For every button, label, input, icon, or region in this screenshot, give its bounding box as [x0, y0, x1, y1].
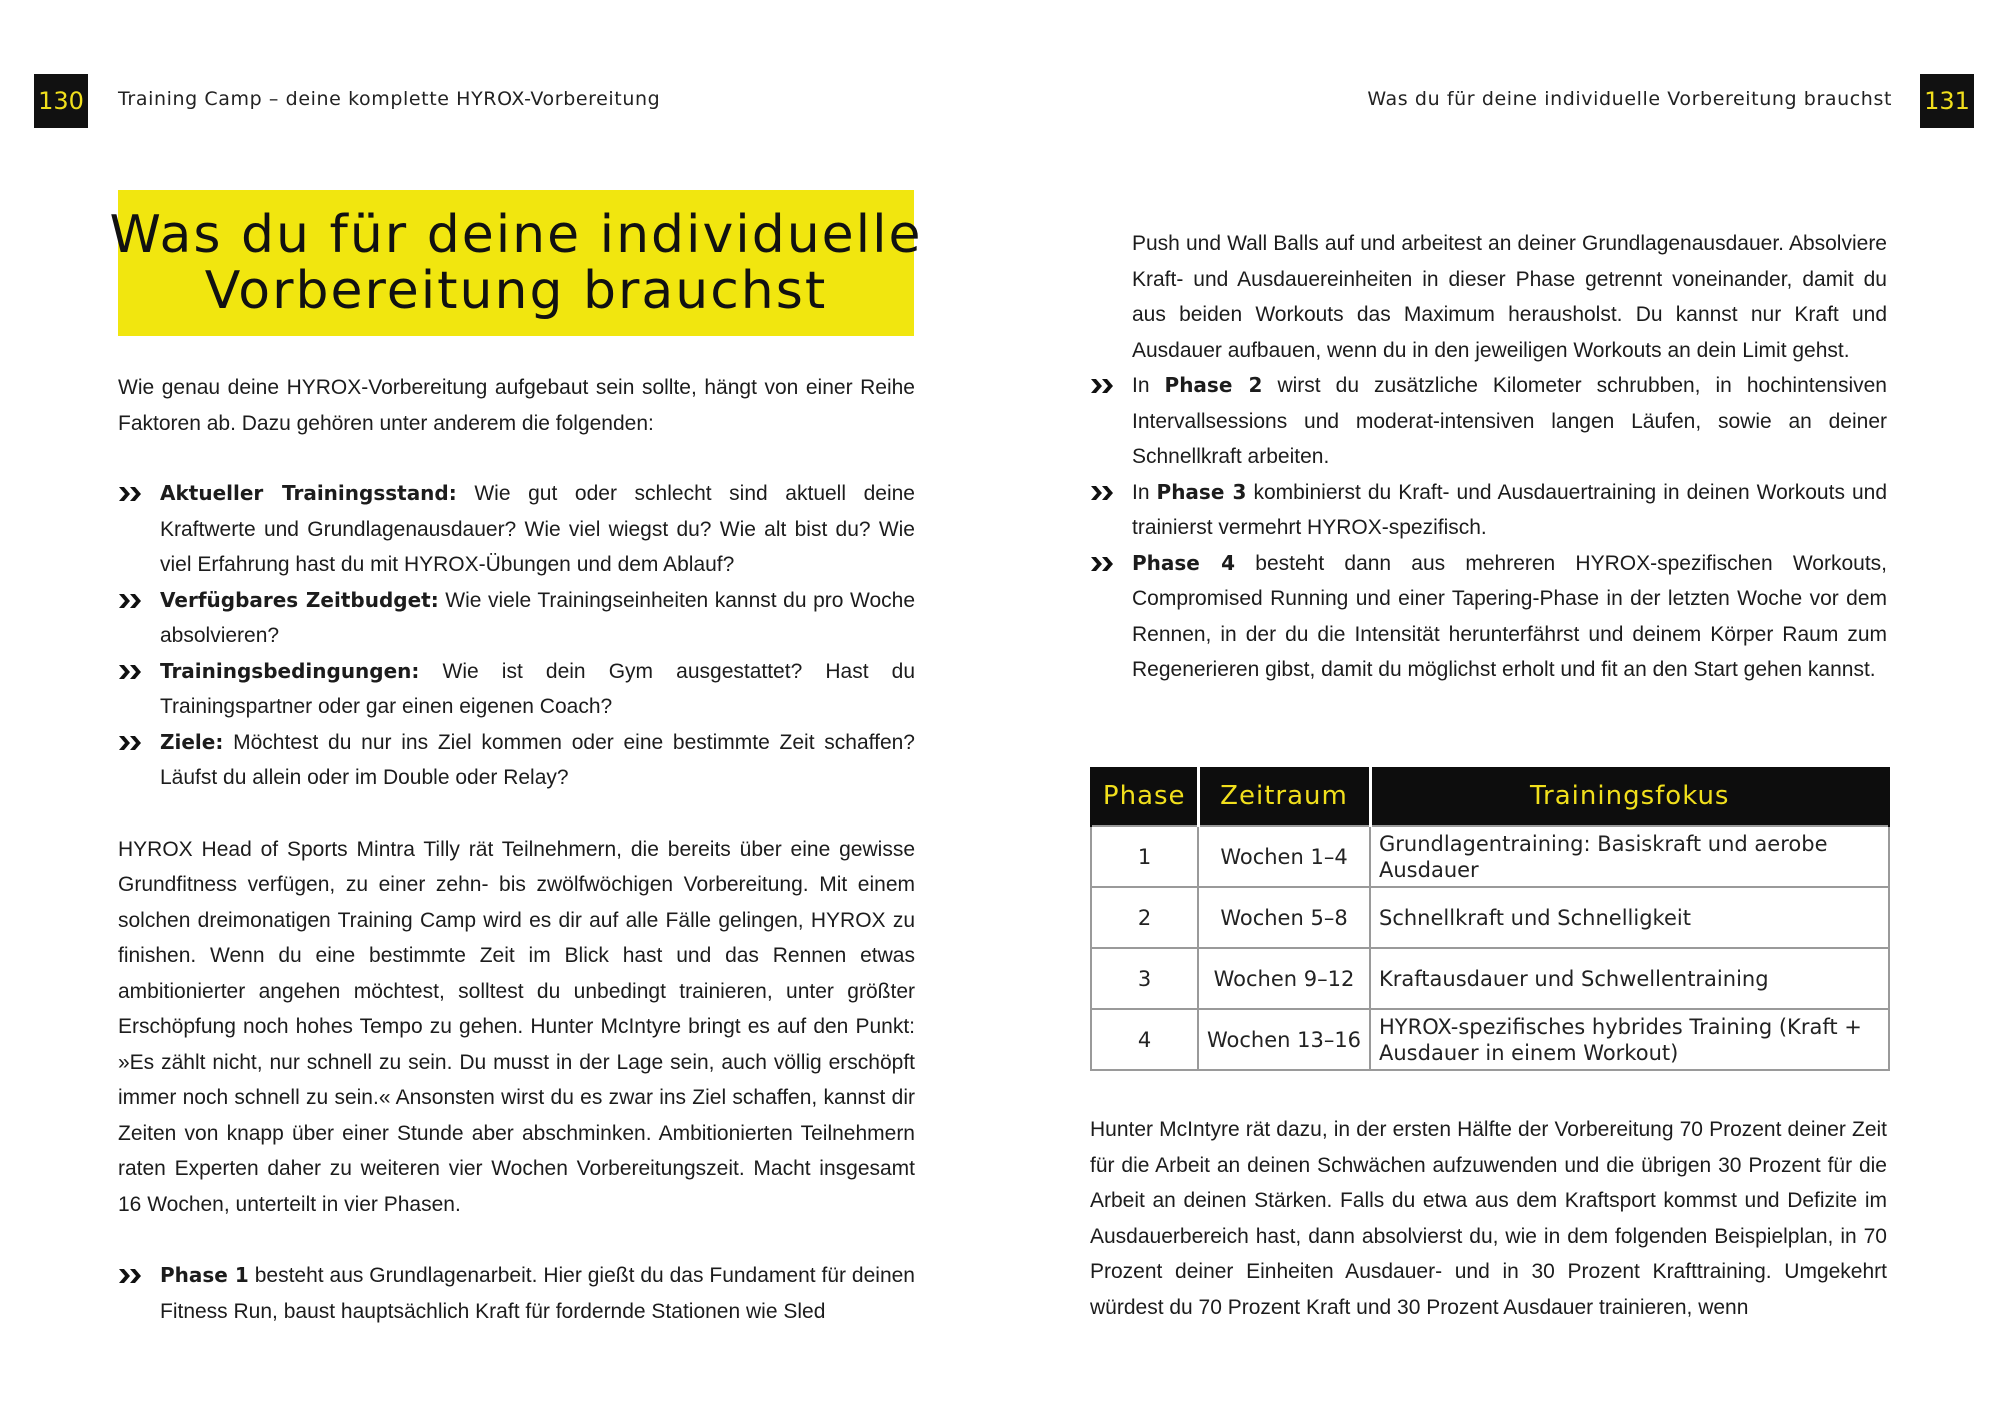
- header-trainingsfokus: Trainingsfokus: [1370, 767, 1889, 826]
- list-item: [1090, 368, 1887, 475]
- page-number-left: 130: [34, 74, 88, 128]
- list-item: [118, 725, 915, 796]
- table-row: [1091, 1009, 1889, 1070]
- double-chevron-icon: [1090, 484, 1116, 502]
- main-paragraph: HYROX Head of Sports Mintra Tilly rät Teilnehmern, die bereits über eine gewisse Grundfitness verfügen, zu einer zehn- bis zwölfwöchigen Vorbereitung. Mit einem solchen dreimonatigen Training Camp wird es dir auf alle Fälle gelingen, HYROX zu finishen. Wenn du eine bestimmte Zeit im Blick hast und das Rennen etwas ambitionierter angehen möchtest, solltest du unbedingt trainieren, unter größter Erschöpfung noch hohes Tempo zu gehen. Hunter McIntyre bringt es auf den Punkt: »Es zählt nicht, nur schnell zu sein. Du musst in der Lage sein, auch völlig erschöpft immer noch schnell zu sein.« Ansonsten wirst du es zwar ins Ziel schaffen, kannst dir Zeiten von knapp über einer Stunde aber abschminken. Ambitionierten Teilnehmern raten Experten daher zu weiteren vier Wochen Vorbereitungszeit. Macht insgesamt 16 Wochen, unterteilt in vier Phasen.: [118, 837, 915, 1216]
- cell-zeitraum: Wochen 13–16: [1198, 1009, 1370, 1070]
- header-zeitraum: Zeitraum: [1198, 767, 1370, 826]
- factor-text: Wie viele Trainingseinheiten kannst du pro Woche absolvieren?: [160, 588, 915, 647]
- phase-term: Phase 3: [1156, 479, 1247, 504]
- phase-pre: In: [1132, 374, 1165, 397]
- cell-zeitraum: Wochen 9–12: [1198, 948, 1370, 1009]
- factor-text: Wie gut oder schlecht sind aktuell deine Kraftwerte und Grundlagenausdauer? Wie viel wiegst du? Wie alt bist du? Wie viel Erfahrung hast du mit HYROX-Übungen und dem Ablauf?: [160, 482, 915, 576]
- cell-focus: Grundlagentraining: Basiskraft und aerobe Ausdauer: [1370, 826, 1889, 887]
- phase-term: Phase 1: [160, 1263, 249, 1287]
- list-item: [1090, 475, 1887, 546]
- chapter-title-line-2: Vorbereitung brauchst: [204, 261, 828, 321]
- double-chevron-icon: [118, 1267, 144, 1285]
- closing-paragraph: Hunter McIntyre rät dazu, in der ersten Hälfte der Vorbereitung 70 Prozent deiner Zeit für die Arbeit an deinen Schwächen aufzuwenden und die übrigen 30 Prozent für die Arbeit an deinen Stärken. Falls du etwa aus dem Kraftsport kommst und Defizite im Ausdauerbereich hast, dann absolvierst du, wie in dem folgenden Beispielplan, in 70 Prozent deiner Einheiten Ausdauer- und in 30 Prozent Krafttraining. Umgekehrt würdest du 70 Prozent Kraft und 30 Prozent Ausdauer trainieren, wenn: [1090, 1118, 1887, 1319]
- header-phase: Phase: [1091, 767, 1198, 826]
- closing-column: [1090, 1112, 1887, 1325]
- cell-zeitraum: Wochen 1–4: [1198, 826, 1370, 887]
- left-column: [118, 370, 915, 1329]
- table-row: [1091, 948, 1889, 1009]
- cell-phase: 3: [1091, 948, 1198, 1009]
- chapter-title-line-1: Was du für deine individuelle: [109, 205, 923, 265]
- factor-term: Trainingsbedingungen:: [160, 658, 420, 683]
- phase-text: besteht aus Grundlagenarbeit. Hier gießt du das Fundament für deinen Fitness Run, baust hauptsächlich Kraft für fordernde Stationen wie Sled: [160, 1264, 915, 1323]
- phase-list-start: [118, 1258, 915, 1329]
- double-chevron-icon: [1090, 377, 1116, 395]
- cell-phase: 2: [1091, 887, 1198, 948]
- factor-list: [118, 476, 915, 796]
- list-item: [118, 476, 915, 583]
- double-chevron-icon: [118, 663, 144, 681]
- factor-text: Möchtest du nur ins Ziel kommen oder eine bestimmte Zeit schaffen? Läufst du allein oder im Double oder Relay?: [160, 730, 915, 789]
- cell-focus: HYROX-spezifisches hybrides Training (Kraft + Ausdauer in einem Workout): [1370, 1009, 1889, 1070]
- list-item: [1090, 546, 1887, 688]
- right-column: [1090, 226, 1887, 688]
- factor-text: Wie ist dein Gym ausgestattet? Hast du Trainingspartner oder gar einen eigenen Coach?: [160, 659, 915, 718]
- cell-focus: Schnellkraft und Schnelligkeit: [1370, 887, 1889, 948]
- double-chevron-icon: [1090, 555, 1116, 573]
- page-number-right: 131: [1920, 74, 1974, 128]
- chapter-title: [109, 190, 923, 336]
- list-item: [118, 654, 915, 725]
- double-chevron-icon: [118, 485, 144, 503]
- running-head-left: Training Camp – deine komplette HYROX-Vorbereitung: [118, 88, 661, 110]
- double-chevron-icon: [118, 592, 144, 610]
- phase-table: [1090, 767, 1890, 1071]
- table-row: [1091, 826, 1889, 887]
- factor-term: Aktueller Trainingsstand:: [160, 481, 457, 505]
- phase-term: Phase 2: [1164, 373, 1263, 397]
- list-item: [118, 1258, 915, 1329]
- cell-phase: 4: [1091, 1009, 1198, 1070]
- phase-text: besteht dann aus mehreren HYROX-spezifischen Workouts, Compromised Running und einer Tapering-Phase in der letzten Woche vor dem Rennen, in der du die Intensität herunterfährst und deinem Körper Raum zum Regenerieren gibst, damit du möglichst erholt und fit an den Start gehen kannst.: [1132, 551, 1887, 681]
- phase-list-continued: [1090, 226, 1887, 688]
- cell-focus: Kraftausdauer und Schwellentraining: [1370, 948, 1889, 1009]
- list-item: [118, 583, 915, 654]
- phase-term: Phase 4: [1132, 550, 1236, 575]
- phase-pre: In: [1132, 480, 1157, 504]
- phase-text: kombinierst du Kraft- und Ausdauertraining in deinen Workouts und trainierst vermehrt HYROX-spezifisch.: [1132, 480, 1887, 539]
- phase-text: wirst du zusätzliche Kilometer schrubben, in hochintensiven Intervallsessions und moderat-intensiven langen Läufen, sowie an deiner Schnellkraft arbeiten.: [1132, 374, 1887, 468]
- double-chevron-icon: [118, 734, 144, 752]
- cell-phase: 1: [1091, 826, 1198, 887]
- list-item: [1090, 226, 1887, 368]
- table-row: [1091, 887, 1889, 948]
- table-header-row: [1091, 767, 1889, 826]
- factor-term: Ziele:: [160, 729, 224, 754]
- cell-zeitraum: Wochen 5–8: [1198, 887, 1370, 948]
- intro-paragraph: Wie genau deine HYROX-Vorbereitung aufgebaut sein sollte, hängt von einer Reihe Faktoren ab. Dazu gehören unter anderem die folgenden:: [118, 376, 915, 435]
- continuation-text: Push und Wall Balls auf und arbeitest an deiner Grundlagenausdauer. Absolviere Kraft- und Ausdauereinheiten in dieser Phase getrennt voneinander, damit du aus beiden Workouts das Maximum herausholst. Du kannst nur Kraft und Ausdauer aufbauen, wenn du in den jeweiligen Workouts an dein Limit gehst.: [1132, 232, 1887, 362]
- factor-term: Verfügbares Zeitbudget:: [160, 587, 439, 612]
- running-head-right: Was du für deine individuelle Vorbereitung brauchst: [1367, 88, 1892, 110]
